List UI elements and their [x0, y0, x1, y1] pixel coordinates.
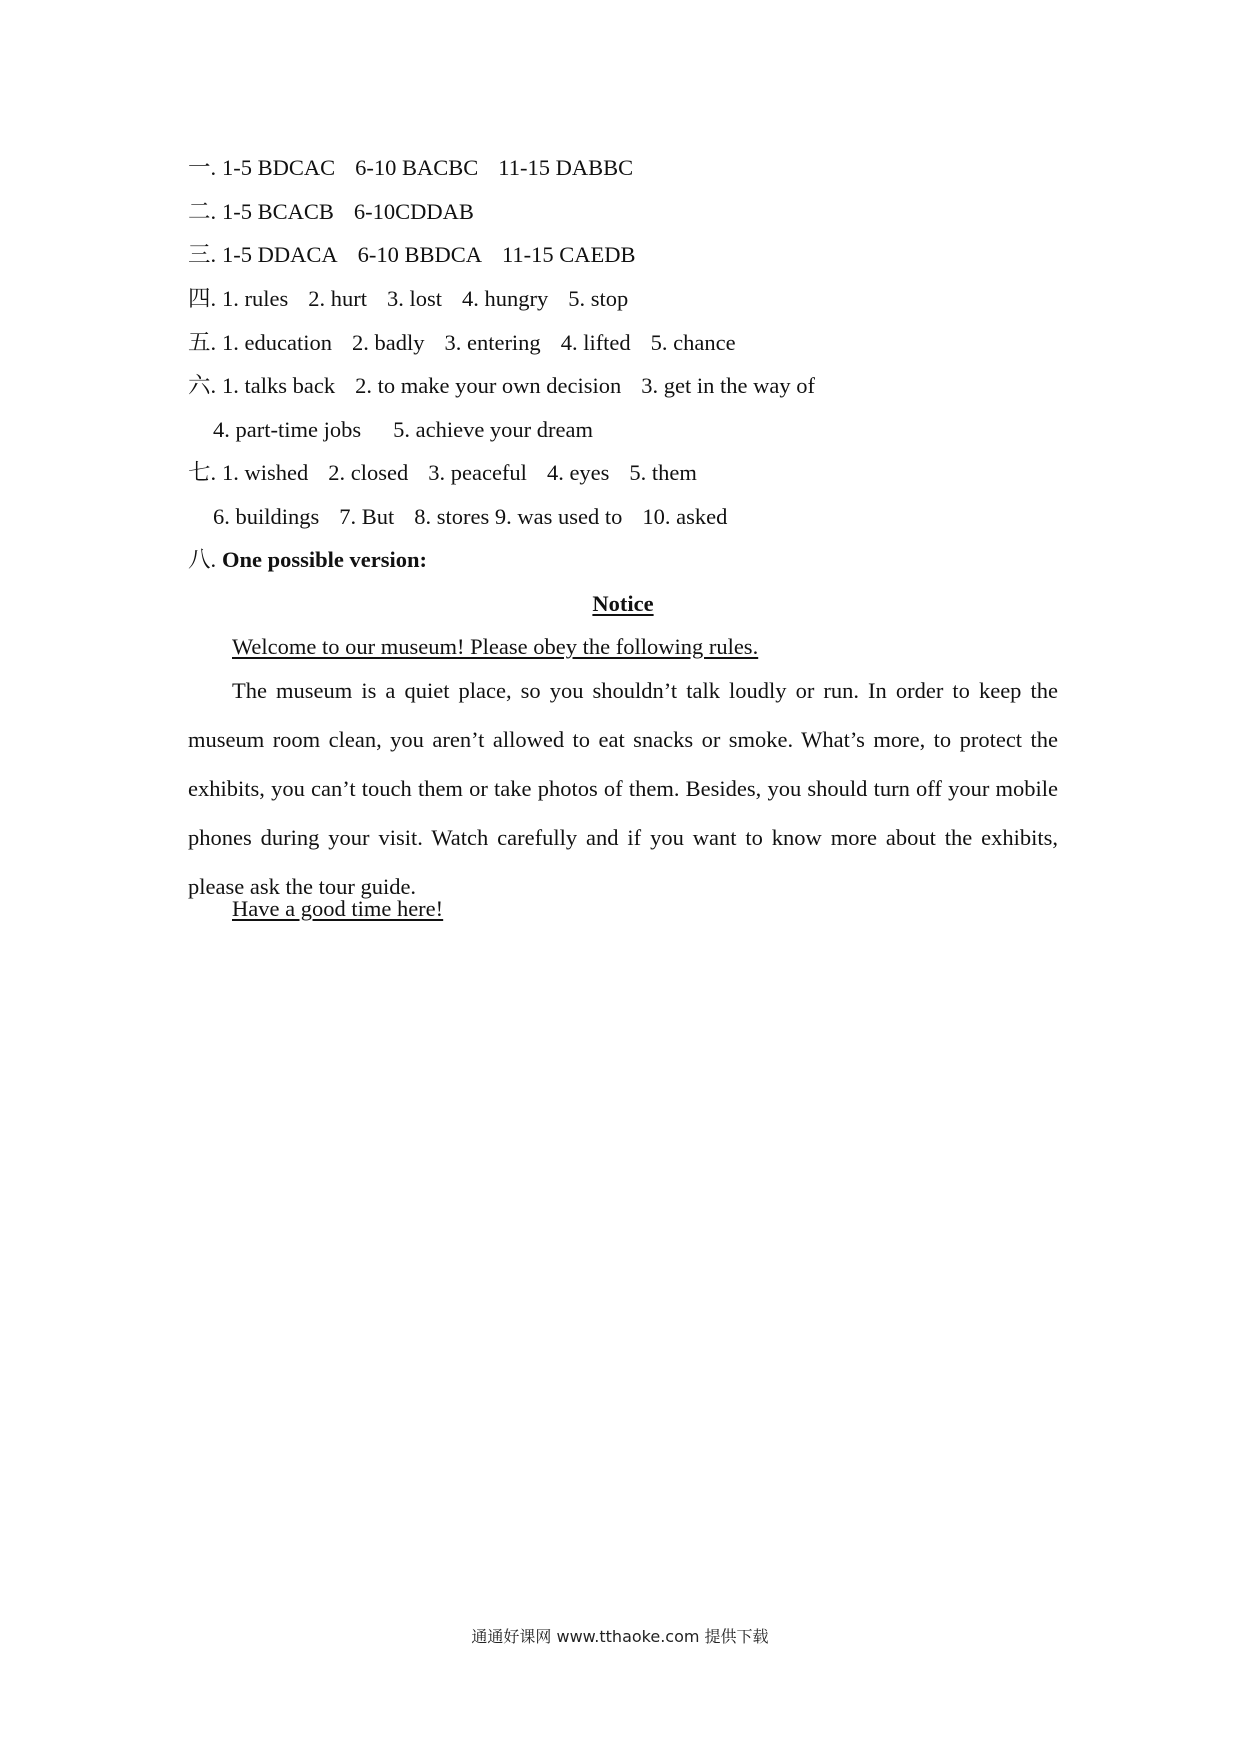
answer-item: 10. asked [642, 504, 728, 529]
essay-opening: Welcome to our museum! Please obey the following rules. [232, 634, 759, 659]
essay-title: Notice [592, 591, 654, 616]
section-number: 二. [188, 199, 217, 224]
answer-item: 3. peaceful [428, 460, 527, 485]
section-7 [188, 462, 697, 485]
section-number: 七. [188, 460, 217, 485]
answer-item: 4. eyes [546, 460, 610, 485]
answer-item: 3. lost [387, 286, 443, 311]
section-number: 六. [188, 373, 217, 398]
answer-group: 6-10 BBDCA [357, 242, 483, 267]
section-6 [188, 375, 815, 398]
answer-group: 1-5 DDACA [222, 242, 338, 267]
answer-item: 2. hurt [308, 286, 367, 311]
answer-item: 5. them [629, 460, 697, 485]
section-2 [188, 201, 474, 224]
section-1 [188, 157, 633, 180]
answer-item: 3. get in the way of [641, 373, 816, 398]
section-number: 四. [188, 286, 217, 311]
section-6-continuation [188, 419, 593, 442]
answer-item: 5. chance [650, 330, 736, 355]
answer-item: 6. buildings [213, 504, 320, 529]
answer-group: 6-10 BACBC [355, 155, 479, 180]
section-number: 五. [188, 330, 217, 355]
answer-item: 2. to make your own decision [355, 373, 622, 398]
section-5 [188, 332, 736, 355]
answer-item: 1. wished [222, 460, 309, 485]
essay-closing: Have a good time here! [232, 896, 444, 921]
answer-item: 1. rules [222, 286, 289, 311]
section-number: 一. [188, 155, 217, 180]
answer-item: 5. achieve your dream [393, 417, 594, 442]
answer-item: 1. talks back [222, 373, 336, 398]
answer-item: 2. closed [328, 460, 409, 485]
section-4 [188, 288, 628, 311]
section-3 [188, 244, 636, 267]
answer-item: 4. part-time jobs [213, 417, 362, 442]
answer-item: 7. But [339, 504, 395, 529]
section-number: 三. [188, 242, 217, 267]
essay-body [188, 666, 1058, 911]
answer-item: 4. hungry [462, 286, 549, 311]
answer-item: 8. stores 9. was used to [414, 504, 623, 529]
section-8 [188, 549, 427, 572]
answer-group: 1-5 BDCAC [222, 155, 336, 180]
section-label: One possible version: [222, 547, 428, 572]
answer-item: 3. entering [444, 330, 541, 355]
answer-group: 11-15 CAEDB [502, 242, 636, 267]
answer-item: 4. lifted [560, 330, 631, 355]
answer-group: 6-10CDDAB [353, 199, 474, 224]
answer-item: 5. stop [568, 286, 629, 311]
essay-body-text: The museum is a quiet place, so you shouldn’t talk loudly or run. In order to keep the museum room clean, you aren’t allowed to eat snacks or smoke. What’s more, to protect the exhibits, you can’t touch them or take photos of them. Besides, you should turn off your mobile phones during your visit. Watch carefully and if you want to know more about the exhibits, please ask the tour guide. [188, 678, 1058, 899]
answer-item: 1. education [222, 330, 332, 355]
section-7-continuation [188, 506, 727, 529]
section-number: 八. [188, 547, 217, 572]
answer-group: 1-5 BCACB [222, 199, 334, 224]
answer-group: 11-15 DABBC [498, 155, 634, 180]
footer-credit: 通通好课网 www.tthaoke.com 提供下载 [471, 1627, 769, 1646]
answer-item: 2. badly [351, 330, 425, 355]
